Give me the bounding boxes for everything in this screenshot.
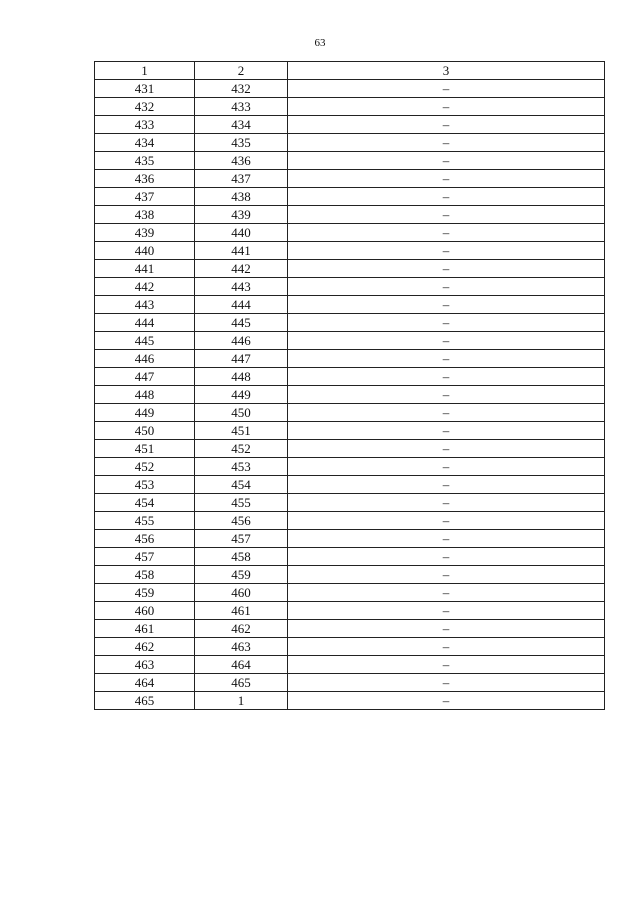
table-cell-col-3: – (288, 602, 605, 620)
table-cell-col-1: 464 (95, 674, 195, 692)
table-cell-col-1: 433 (95, 116, 195, 134)
table-cell-col-3: – (288, 458, 605, 476)
table-cell-col-1: 441 (95, 260, 195, 278)
table-cell-col-2: 438 (195, 188, 288, 206)
table-row (95, 278, 605, 296)
table-row (95, 170, 605, 188)
table-cell-col-2: 451 (195, 422, 288, 440)
table-row (95, 98, 605, 116)
table-cell-col-2: 459 (195, 566, 288, 584)
table-row (95, 530, 605, 548)
table-header-row (95, 62, 605, 80)
table-cell-col-2: 458 (195, 548, 288, 566)
table-cell-col-3: – (288, 368, 605, 386)
table-row (95, 566, 605, 584)
table-cell-col-1: 432 (95, 98, 195, 116)
table-cell-col-1: 451 (95, 440, 195, 458)
table-cell-col-2: 450 (195, 404, 288, 422)
table-cell-col-1: 458 (95, 566, 195, 584)
table-cell-col-3: – (288, 638, 605, 656)
table-row (95, 512, 605, 530)
table-cell-col-1: 440 (95, 242, 195, 260)
table-cell-col-1: 438 (95, 206, 195, 224)
table-row (95, 638, 605, 656)
table-cell-col-3: – (288, 548, 605, 566)
table-cell-col-1: 465 (95, 692, 195, 710)
table-cell-col-1: 448 (95, 386, 195, 404)
table-cell-col-3: – (288, 512, 605, 530)
table-row (95, 350, 605, 368)
table-row (95, 440, 605, 458)
table-cell-col-3: – (288, 98, 605, 116)
table-cell-col-1: 436 (95, 170, 195, 188)
table-cell-col-3: – (288, 242, 605, 260)
table-cell-col-3: – (288, 224, 605, 242)
table-cell-col-1: 443 (95, 296, 195, 314)
table-body (95, 80, 605, 710)
table-cell-col-2: 435 (195, 134, 288, 152)
table-cell-col-3: – (288, 332, 605, 350)
page-number: 63 (314, 37, 326, 49)
table-row (95, 152, 605, 170)
table-cell-col-2: 446 (195, 332, 288, 350)
table-cell-col-2: 437 (195, 170, 288, 188)
table-row (95, 656, 605, 674)
table-cell-col-3: – (288, 116, 605, 134)
table-cell-col-1: 462 (95, 638, 195, 656)
table-cell-col-1: 461 (95, 620, 195, 638)
table-cell-col-3: – (288, 314, 605, 332)
table-row (95, 134, 605, 152)
table-cell-col-2: 1 (195, 692, 288, 710)
table-cell-col-2: 436 (195, 152, 288, 170)
table-cell-col-2: 444 (195, 296, 288, 314)
table-cell-col-3: – (288, 278, 605, 296)
table-cell-col-3: – (288, 260, 605, 278)
table-row (95, 422, 605, 440)
table-cell-col-3: – (288, 134, 605, 152)
table-cell-col-3: – (288, 656, 605, 674)
table-row (95, 674, 605, 692)
table-row (95, 386, 605, 404)
column-header-1: 1 (95, 62, 195, 80)
table-cell-col-3: – (288, 422, 605, 440)
table-row (95, 206, 605, 224)
table-row (95, 494, 605, 512)
table-cell-col-3: – (288, 80, 605, 98)
table-cell-col-1: 446 (95, 350, 195, 368)
table-cell-col-1: 454 (95, 494, 195, 512)
table-cell-col-3: – (288, 476, 605, 494)
table-cell-col-2: 460 (195, 584, 288, 602)
table-cell-col-3: – (288, 350, 605, 368)
table-cell-col-2: 454 (195, 476, 288, 494)
table-cell-col-2: 442 (195, 260, 288, 278)
table-row (95, 242, 605, 260)
data-table (94, 61, 605, 710)
table-row (95, 584, 605, 602)
table-cell-col-1: 452 (95, 458, 195, 476)
table-cell-col-1: 437 (95, 188, 195, 206)
table-cell-col-3: – (288, 566, 605, 584)
table-cell-col-3: – (288, 620, 605, 638)
table-cell-col-1: 456 (95, 530, 195, 548)
table-row (95, 548, 605, 566)
table-row (95, 296, 605, 314)
table-cell-col-3: – (288, 494, 605, 512)
table-cell-col-2: 465 (195, 674, 288, 692)
table-cell-col-1: 444 (95, 314, 195, 332)
table-cell-col-1: 442 (95, 278, 195, 296)
table-cell-col-2: 433 (195, 98, 288, 116)
table-cell-col-3: – (288, 206, 605, 224)
table-row (95, 476, 605, 494)
table-row (95, 224, 605, 242)
column-header-2: 2 (195, 62, 288, 80)
table-cell-col-2: 464 (195, 656, 288, 674)
table-cell-col-1: 449 (95, 404, 195, 422)
table-cell-col-2: 440 (195, 224, 288, 242)
table-cell-col-2: 462 (195, 620, 288, 638)
table-cell-col-2: 448 (195, 368, 288, 386)
column-header-3: 3 (288, 62, 605, 80)
table-cell-col-2: 447 (195, 350, 288, 368)
table-cell-col-1: 459 (95, 584, 195, 602)
table-cell-col-1: 431 (95, 80, 195, 98)
table-row (95, 314, 605, 332)
table-cell-col-3: – (288, 152, 605, 170)
table-cell-col-3: – (288, 674, 605, 692)
table-row (95, 602, 605, 620)
table-cell-col-2: 456 (195, 512, 288, 530)
table-cell-col-2: 452 (195, 440, 288, 458)
table-cell-col-3: – (288, 188, 605, 206)
table-cell-col-1: 463 (95, 656, 195, 674)
table-cell-col-2: 445 (195, 314, 288, 332)
table-cell-col-2: 434 (195, 116, 288, 134)
table-cell-col-2: 455 (195, 494, 288, 512)
table-cell-col-2: 457 (195, 530, 288, 548)
table-cell-col-1: 434 (95, 134, 195, 152)
table-row (95, 260, 605, 278)
table-cell-col-1: 435 (95, 152, 195, 170)
table-cell-col-3: – (288, 530, 605, 548)
table-cell-col-3: – (288, 584, 605, 602)
table-cell-col-2: 461 (195, 602, 288, 620)
table-cell-col-2: 432 (195, 80, 288, 98)
table-row (95, 458, 605, 476)
table-row (95, 332, 605, 350)
table-cell-col-2: 439 (195, 206, 288, 224)
table-cell-col-2: 443 (195, 278, 288, 296)
table-row (95, 188, 605, 206)
table-cell-col-1: 460 (95, 602, 195, 620)
table-cell-col-3: – (288, 386, 605, 404)
table-row (95, 692, 605, 710)
table-cell-col-1: 457 (95, 548, 195, 566)
table-cell-col-3: – (288, 170, 605, 188)
table-cell-col-3: – (288, 296, 605, 314)
table-cell-col-1: 453 (95, 476, 195, 494)
table-row (95, 620, 605, 638)
table-row (95, 116, 605, 134)
table-cell-col-3: – (288, 440, 605, 458)
table-row (95, 80, 605, 98)
table-row (95, 368, 605, 386)
table-cell-col-1: 450 (95, 422, 195, 440)
table-row (95, 404, 605, 422)
table-cell-col-1: 439 (95, 224, 195, 242)
table-cell-col-1: 445 (95, 332, 195, 350)
table-cell-col-1: 447 (95, 368, 195, 386)
table-cell-col-2: 449 (195, 386, 288, 404)
table-cell-col-2: 441 (195, 242, 288, 260)
table-cell-col-1: 455 (95, 512, 195, 530)
table-cell-col-3: – (288, 404, 605, 422)
table-cell-col-2: 463 (195, 638, 288, 656)
table-cell-col-2: 453 (195, 458, 288, 476)
table-cell-col-3: – (288, 692, 605, 710)
